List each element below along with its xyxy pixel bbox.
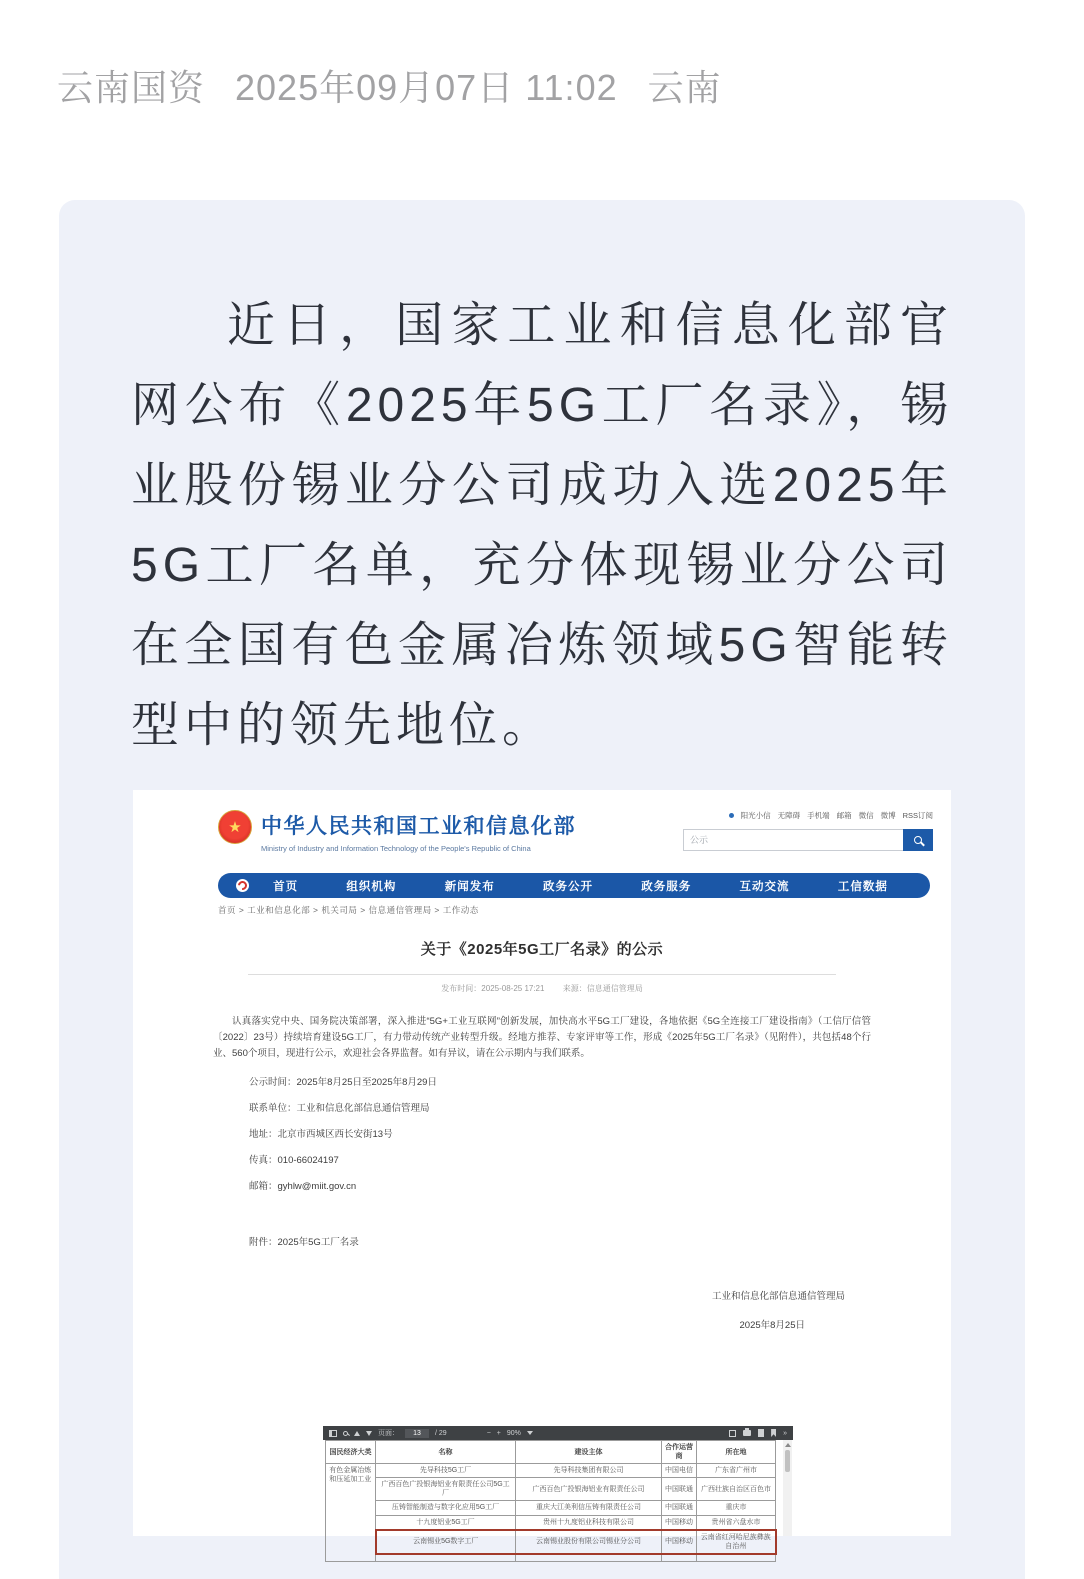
- miit-site-header: [218, 810, 933, 853]
- signature-org: 工业和信息化部信息通信管理局: [711, 1291, 845, 1302]
- pdf-table-body: [326, 1464, 776, 1562]
- zoom-in-icon[interactable]: +: [496, 1429, 501, 1437]
- wechat-article-header: [57, 60, 752, 111]
- table-header-cell: 所在地: [697, 1441, 776, 1464]
- table-row: [326, 1464, 776, 1478]
- nav-item[interactable]: 互动交流: [739, 880, 790, 893]
- zoom-out-icon[interactable]: −: [486, 1429, 491, 1437]
- notice-body: 认真落实党中央、国务院决策部署，深入推进“5G+工业互联网”创新发展，加快高水平5G工厂建设，各地依据《5G全连接工厂建设指南》（工信厅信管〔2022〕23号）持续培育建设5G工厂，有力带动传统产业转型升级。经地方推荐、专家评审等工作，形成《2025年5G工厂名录》（见附件），共包括48个行业、560个项目，现进行公示，欢迎社会各界监督。如有异议，请在公示期内与我们联系。: [213, 1016, 871, 1059]
- site-title: 中华人民共和国工业和信息化部: [261, 815, 576, 838]
- top-link[interactable]: 阳光小信: [740, 811, 771, 820]
- top-link[interactable]: 微信: [858, 811, 874, 820]
- sunshine-service-icon: [729, 813, 734, 818]
- top-link[interactable]: 微博: [880, 811, 896, 820]
- table-row: [326, 1515, 776, 1530]
- pdf-search-icon[interactable]: [343, 1431, 348, 1436]
- table-cell: 广东省广州市: [697, 1464, 776, 1478]
- table-header-cell: 建设主体: [516, 1441, 662, 1464]
- site-search: [683, 829, 933, 851]
- national-emblem-icon: ★: [218, 810, 252, 844]
- table-cell: 中国联通: [662, 1478, 697, 1501]
- table-cell: 中国移动: [662, 1515, 697, 1530]
- site-header-right: [683, 810, 933, 853]
- notice-line: 地址：北京市西城区西长安街13号: [249, 1129, 393, 1140]
- bookmark-icon[interactable]: [771, 1429, 776, 1437]
- table-cell: 十九度铝业5G工厂: [376, 1515, 516, 1530]
- nav-items: [249, 878, 912, 894]
- table-cell: [376, 1554, 516, 1562]
- table-header-cell: 国民经济大类: [326, 1441, 376, 1464]
- table-row: [326, 1501, 776, 1515]
- table-cell: 云南省红河哈尼族彝族自治州: [697, 1530, 776, 1554]
- notice-line: 联系单位：工业和信息化部信息通信管理局: [249, 1103, 430, 1114]
- pdf-scrollbar[interactable]: [783, 1440, 792, 1536]
- table-cell: 中国联通: [662, 1501, 697, 1515]
- miit-swirl-logo-icon: [236, 879, 249, 892]
- notice-line: 邮箱：gyhlw@miit.gov.cn: [249, 1181, 357, 1192]
- pdf-page-content: [323, 1440, 793, 1562]
- sidebar-toggle-icon[interactable]: [329, 1430, 337, 1437]
- nav-item[interactable]: 首页: [273, 880, 299, 893]
- table-cell: 广西百色广投银海铝业有限责任公司5G工厂: [376, 1478, 516, 1501]
- top-link[interactable]: 无障碍: [777, 811, 801, 820]
- notice-line: 传真：010-66024197: [249, 1155, 339, 1166]
- site-subtitle: Ministry of Industry and Information Technology of the People's Republic of China: [261, 844, 531, 853]
- table-cell: 中国移动: [662, 1530, 697, 1554]
- page-number-input[interactable]: [405, 1429, 429, 1438]
- pdf-viewer: [323, 1426, 793, 1550]
- search-input[interactable]: [683, 829, 903, 851]
- title-divider: [248, 974, 836, 975]
- publish-time: 发布时间：2025-08-25 17:21: [441, 984, 545, 993]
- attachment-link[interactable]: 附件：2025年5G工厂名录: [249, 1237, 359, 1248]
- top-link[interactable]: 邮箱: [836, 811, 852, 820]
- pdf-toolbar: [323, 1426, 793, 1440]
- article-card: [59, 200, 1025, 1579]
- breadcrumb[interactable]: 首页 > 工业和信息化部 > 机关司局 > 信息通信管理局 > 工作动态: [218, 905, 479, 915]
- next-page-icon[interactable]: [366, 1431, 372, 1436]
- signature-date: 2025年8月25日: [739, 1320, 805, 1331]
- scroll-up-icon[interactable]: [785, 1443, 791, 1447]
- source-name[interactable]: 云南国资: [57, 67, 206, 108]
- main-navbar: [218, 873, 930, 898]
- table-cell: 云南锡业5G数字工厂: [376, 1530, 516, 1554]
- table-cell: 先导科技集团有限公司: [516, 1464, 662, 1478]
- table-cell: 先导科技5G工厂: [376, 1464, 516, 1478]
- nav-item[interactable]: 政务服务: [641, 880, 692, 893]
- top-link[interactable]: RSS订阅: [902, 811, 933, 820]
- page-label: 页面：: [378, 1430, 399, 1437]
- table-cell: 云南锡业股份有限公司锡业分公司: [516, 1530, 662, 1554]
- notice-meta: [133, 983, 951, 994]
- nav-item[interactable]: 政务公开: [542, 880, 593, 893]
- scrollbar-thumb[interactable]: [785, 1450, 790, 1472]
- previous-page-icon[interactable]: [354, 1431, 360, 1436]
- fullscreen-icon[interactable]: [729, 1430, 736, 1437]
- category-cell: 有色金属冶炼和压延加工业: [326, 1464, 376, 1562]
- print-icon[interactable]: [743, 1430, 751, 1436]
- table-cell: 重庆市: [697, 1501, 776, 1515]
- notice-article: [133, 930, 951, 1331]
- table-cell: 广西壮族自治区百色市: [697, 1478, 776, 1501]
- table-cell: 中国电信: [662, 1464, 697, 1478]
- table-cell: 贵州省六盘水市: [697, 1515, 776, 1530]
- notice-line: 公示时间：2025年8月25日至2025年8月29日: [249, 1077, 437, 1088]
- table-cell: 广西百色广投银海铝业有限责任公司: [516, 1478, 662, 1501]
- table-cell: [697, 1554, 776, 1562]
- search-icon: [914, 836, 922, 844]
- table-cell: 压铸智能制造与数字化应用5G工厂: [376, 1501, 516, 1515]
- nav-item[interactable]: 工信数据: [837, 880, 888, 893]
- notice-source: 来源：信息通信管理局: [562, 984, 643, 993]
- top-links: [683, 810, 933, 821]
- site-title-box: [261, 810, 576, 853]
- miit-website-screenshot: [133, 790, 951, 1550]
- publish-datetime: 2025年09月07日 11:02: [235, 67, 618, 108]
- table-cell: [516, 1554, 662, 1562]
- zoom-dropdown-icon[interactable]: [527, 1431, 533, 1435]
- notice-title: 关于《2025年5G工厂名录》的公示: [420, 941, 664, 958]
- table-cell: 贵州十九度铝业科技有限公司: [516, 1515, 662, 1530]
- table-header-cell: 合作运营商: [662, 1441, 697, 1464]
- download-icon[interactable]: [758, 1429, 764, 1437]
- nav-item[interactable]: 组织机构: [346, 880, 397, 893]
- top-link[interactable]: 手机端: [807, 811, 830, 820]
- table-cell: 重庆大江美利信压铸有限责任公司: [516, 1501, 662, 1515]
- region-label: 云南: [647, 67, 722, 108]
- article-paragraph: 近日，国家工业和信息化部官网公布《2025年5G工厂名录》，锡业股份锡业分公司成功入选2025年5G工厂名单，充分体现锡业分公司在全国有色金属冶炼领域5G智能转型中的领先地位。: [131, 299, 953, 752]
- table-cell: [662, 1554, 697, 1562]
- table-row-partial: [326, 1554, 776, 1562]
- zoom-level[interactable]: 90%: [506, 1429, 521, 1437]
- more-tools-icon[interactable]: »: [783, 1429, 787, 1437]
- factory-table: [325, 1440, 777, 1562]
- nav-item[interactable]: 新闻发布: [444, 880, 495, 893]
- table-row: [326, 1530, 776, 1554]
- search-button[interactable]: [903, 829, 933, 851]
- pdf-table-head-row: [326, 1441, 776, 1464]
- table-header-cell: 名称: [376, 1441, 516, 1464]
- page-total: / 29: [435, 1429, 447, 1437]
- table-row: [326, 1478, 776, 1501]
